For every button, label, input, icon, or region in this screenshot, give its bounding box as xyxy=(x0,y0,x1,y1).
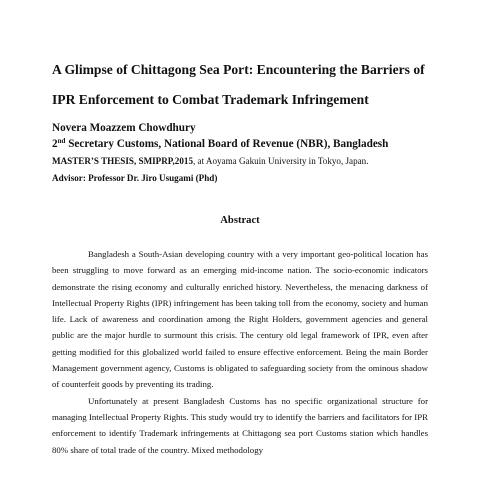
affiliation-ordinal: nd xyxy=(57,137,66,145)
paper-title-line-1: A Glimpse of Chittagong Sea Port: Encountering the Barriers of xyxy=(52,62,425,77)
author-name: Novera Moazzem Chowdhury xyxy=(52,122,196,134)
abstract-paragraph: Unfortunately at present Bangladesh Customs has no specific organizational structure for managing Intellectual Property Rights. This study would try to identify the barriers and facilitators for IPR enforcement to identify Trademark infringements at Chittagong sea port Customs station which handles 80% share of total trade of the country. Mixed methodology xyxy=(52,395,428,455)
abstract-paragraph: Bangladesh a South-Asian developing country with a very important geo-political location has been struggling to move forward as an emerging mid-income nation. The socio-economic indicators demonstrate the rising economy and culturally enriched history. Nevertheless, the menacing darkness of Intellectual Property Rights (IPR) infringement has been taking toll from the economy, society and human life. Lack of awareness and coordination among the Right Holders, government agencies and general public are the major hurdle to surmount this crisis. The century old legal framework of IPR, even after getting modified for this globalized world failed to ensure effective enforcement. Being the main Border Management government agency, Customs is obligated to safeguarding society from the ominous shadow of counterfeit goods by preventing its trading. xyxy=(52,249,428,390)
affiliation-number: 2 xyxy=(52,138,58,150)
thesis-institution: , at Aoyama Gakuin University in Tokyo, Japan. xyxy=(193,156,369,166)
advisor-line: Advisor: Professor Dr. Jiro Usugami (Phd) xyxy=(52,173,218,183)
affiliation-text: Secretary Customs, National Board of Revenue (NBR), Bangladesh xyxy=(65,138,389,150)
author-affiliation xyxy=(52,138,388,150)
thesis-label: MASTER’S THESIS, SMIPRP,2015 xyxy=(52,156,193,166)
thesis-info xyxy=(52,156,369,166)
abstract-heading: Abstract xyxy=(220,215,260,226)
paper-title-line-2: IPR Enforcement to Combat Trademark Infringement xyxy=(52,92,369,107)
abstract-body xyxy=(52,246,428,458)
